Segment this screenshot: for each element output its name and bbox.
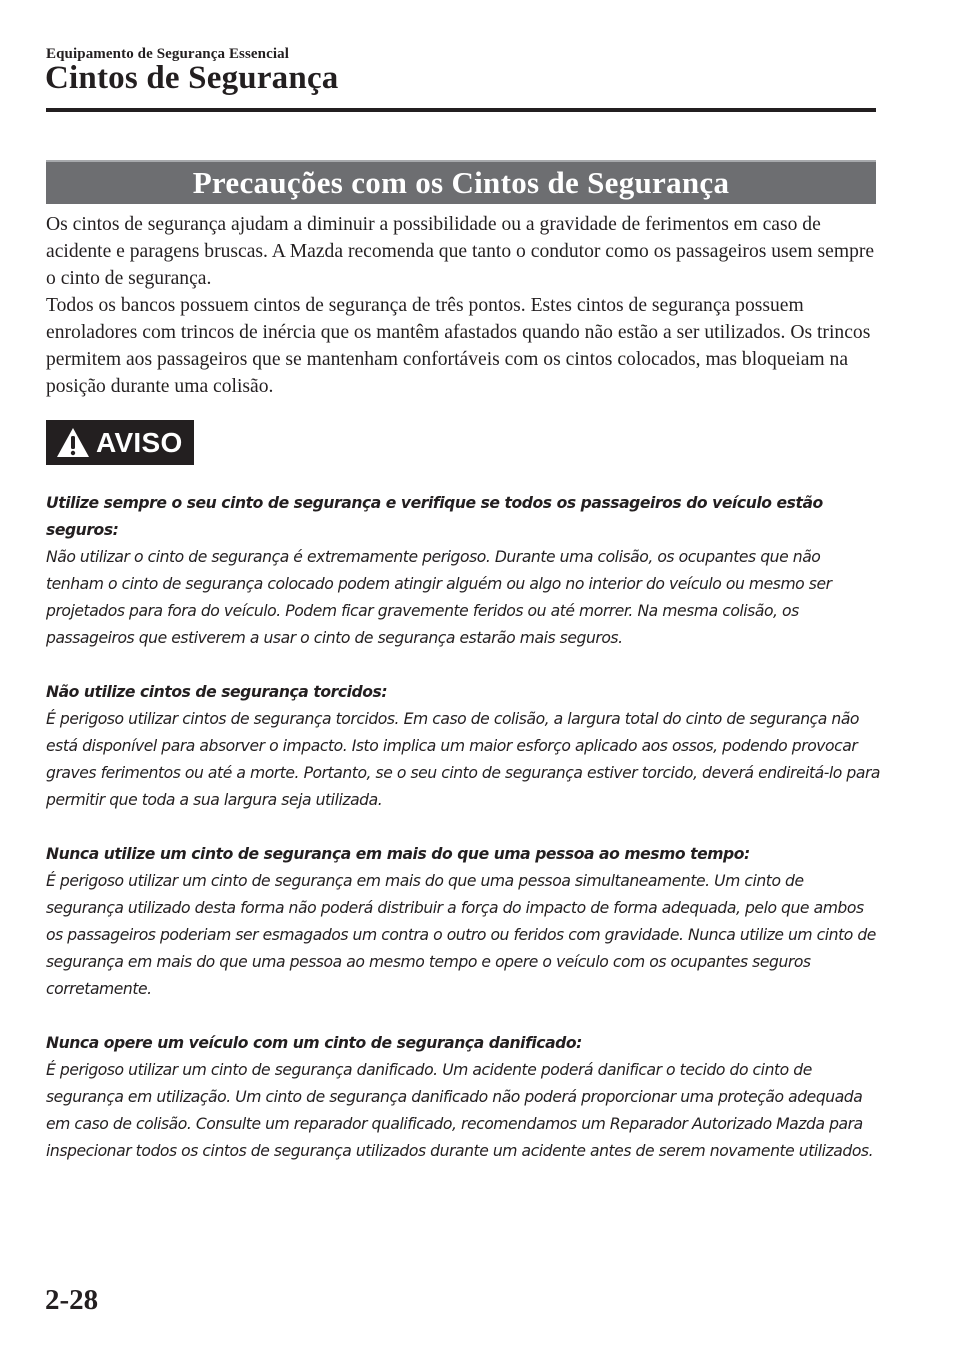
- section-banner-title: Precauções com os Cintos de Segurança: [192, 165, 730, 200]
- warning-body: É perigoso utilizar cintos de segurança torcidos. Em caso de colisão, a largura total do cinto de segurança não está disponível para absorver o impacto. Isto implica um maior esforço aplicado aos ossos, podendo provocar graves ferimentos ou até a morte. Portanto, se o seu cinto de segurança estiver torcido, deverá endireitá-lo para permitir que toda a sua largura seja utilizada.: [46, 710, 881, 809]
- warning-heading: Nunca opere um veículo com um cinto de segurança danificado:: [46, 1034, 582, 1052]
- chapter-title: Cintos de Segurança: [45, 60, 339, 96]
- warning-heading: Nunca utilize um cinto de segurança em mais do que uma pessoa ao mesmo tempo:: [46, 845, 750, 863]
- warning-label-text: AVISO: [96, 426, 183, 458]
- warning-body: É perigoso utilizar um cinto de segurança em mais do que uma pessoa simultaneamente. Um cinto de segurança utilizado desta forma não poderá distribuir a força do impacto de forma adequada, pelo que ambos os passageiros poderiam ser esmagados um contra o outro ou feridos com gravidade. Nunca utilize um cinto de segurança em mais do que uma pessoa ao mesmo tempo e opere o veículo com os ocupantes seguros corretamente.: [46, 872, 876, 998]
- warning-item: [46, 841, 881, 1003]
- intro-paragraph: Os cintos de segurança ajudam a diminuir a possibilidade ou a gravidade de ferimentos em caso de acidente e paragens bruscas. A Mazda recomenda que tanto o condutor como os passageiros usem sempre o cinto de segurança.: [46, 214, 875, 289]
- intro-paragraph: Todos os bancos possuem cintos de segurança de três pontos. Estes cintos de segurança possuem enroladores com trincos de inércia que os mantêm afastados quando não estão a ser utilizados. Os trincos permitem aos passageiros que se mantenham confortáveis com os cintos colocados, mas bloqueiam na posição durante uma colisão.: [46, 295, 871, 397]
- warning-label: [46, 420, 194, 465]
- warning-heading: Utilize sempre o seu cinto de segurança e verifique se todos os passageiros do veículo estão seguros:: [46, 494, 823, 539]
- chapter-divider: [46, 108, 876, 112]
- intro-text: [46, 211, 881, 400]
- warning-item: [46, 1030, 881, 1165]
- warning-body: É perigoso utilizar um cinto de segurança danificado. Um acidente poderá danificar o tecido do cinto de segurança em utilização. Um cinto de segurança danificado não poderá proporcionar uma proteção adequada em caso de colisão. Consulte um reparador qualificado, recomendamos um Reparador Autorizado Mazda para inspecionar todos os cintos de segurança utilizados durante um acidente antes de serem novamente utilizados.: [46, 1061, 874, 1160]
- warning-triangle-icon: [56, 427, 90, 458]
- section-banner: [46, 160, 876, 204]
- page-number: 2-28: [45, 1284, 99, 1316]
- warning-item: [46, 490, 881, 652]
- section-label: Equipamento de Segurança Essencial: [46, 46, 290, 62]
- warning-body: Não utilizar o cinto de segurança é extremamente perigoso. Durante uma colisão, os ocupantes que não tenham o cinto de segurança colocado podem atingir alguém ou algo no interior do veículo ou mesmo ser projetados para fora do veículo. Podem ficar gravemente feridos ou até morrer. Na mesma colisão, os passageiros que estiverem a usar o cinto de segurança estarão mais seguros.: [46, 548, 832, 647]
- warning-list: [46, 490, 881, 1192]
- warning-item: [46, 679, 881, 814]
- warning-heading: Não utilize cintos de segurança torcidos:: [46, 683, 388, 701]
